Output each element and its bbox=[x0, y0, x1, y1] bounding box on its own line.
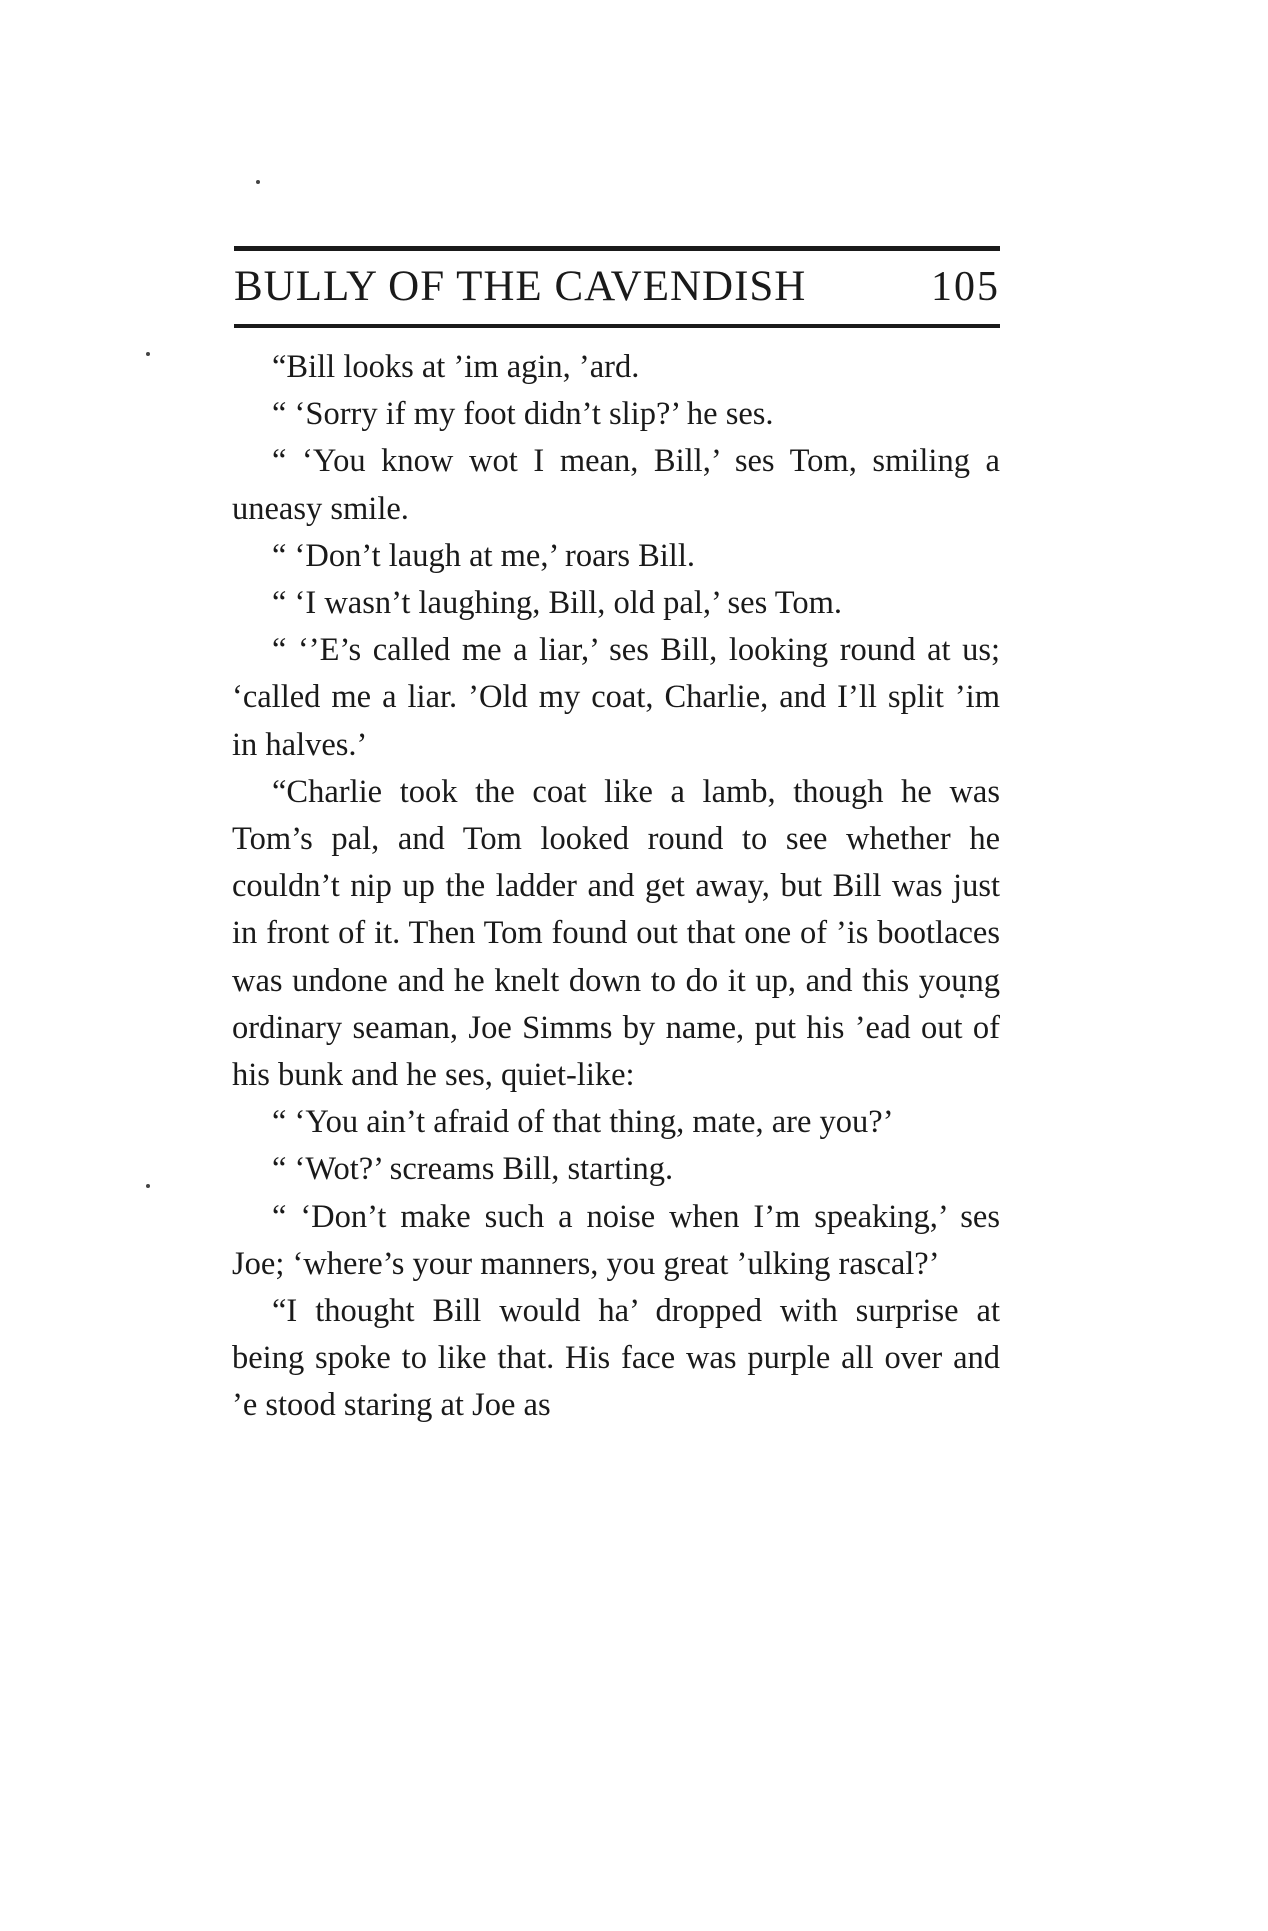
print-speck bbox=[146, 1184, 150, 1188]
paragraph: “ ‘Don’t laugh at me,’ roars Bill. bbox=[272, 537, 695, 574]
paragraph: “ ‘Don’t make such a noise when I’m speaking,’ ses Joe; ‘where’s your manners, you great ’ulking rascal?’ bbox=[232, 1198, 1000, 1282]
paragraph: “ ‘Sorry if my foot didn’t slip?’ he ses. bbox=[272, 396, 774, 433]
paragraph: “Bill looks at ’im agin, ’ard. bbox=[272, 349, 640, 385]
header-top-rule bbox=[234, 246, 1000, 251]
paragraph: “I thought Bill would ha’ dropped with surprise at being spoke to like that. His face was purple all over and ’e stood staring at Joe as bbox=[232, 1293, 1000, 1424]
paragraph: “ ‘’E’s called me a liar,’ ses Bill, looking round at us; ‘called me a liar. ’Old my coat, Charlie, and I’ll split ’im in halves.’ bbox=[232, 632, 1000, 763]
print-speck bbox=[256, 180, 260, 184]
paragraph: “ ‘You know wot I mean, Bill,’ ses Tom, smiling a uneasy smile. bbox=[232, 443, 1000, 527]
paragraph: “ ‘You ain’t afraid of that thing, mate, are you?’ bbox=[272, 1104, 894, 1141]
page-number: 105 bbox=[931, 264, 1000, 310]
paragraph: “ ‘I wasn’t laughing, Bill, old pal,’ ses Tom. bbox=[272, 585, 843, 622]
running-title: BULLY OF THE CAVENDISH bbox=[234, 263, 807, 310]
paragraph: “ ‘Wot?’ screams Bill, starting. bbox=[272, 1151, 674, 1188]
print-speck bbox=[146, 352, 150, 356]
running-head bbox=[234, 262, 1000, 322]
body-text bbox=[232, 344, 1000, 1430]
paragraph: “Charlie took the coat like a lamb, though he was Tom’s pal, and Tom looked round to see whether he couldn’t nip up the ladder and get away, but Bill was just in front of it. Then Tom found out that one of ’is bootlaces was undone and he knelt down to do it up, and this young ordinary seaman, Joe Simms by name, put his ’ead out of his bunk and he ses, quiet-like: bbox=[232, 773, 1000, 1094]
header-bottom-rule bbox=[234, 324, 1000, 328]
